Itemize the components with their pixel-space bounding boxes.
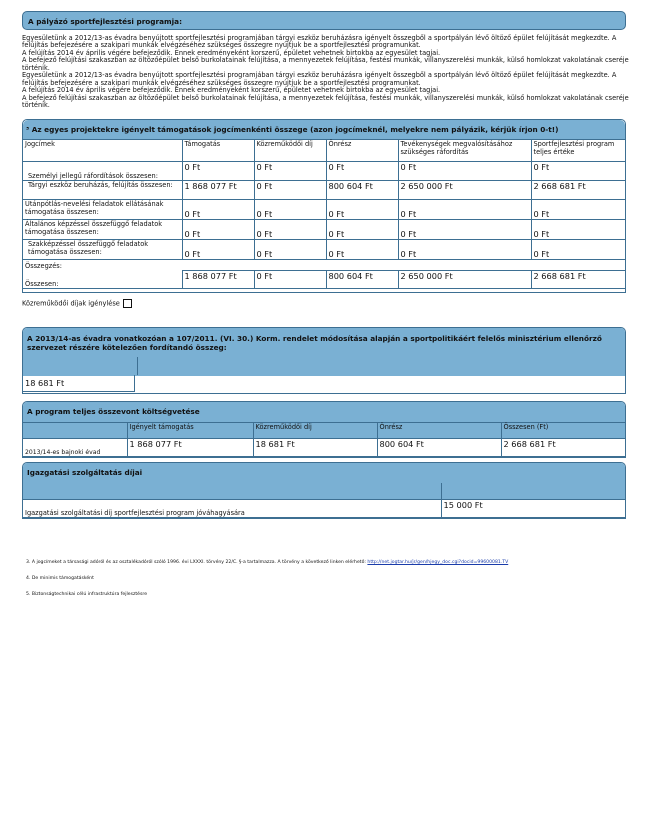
total-amount: 2 668 681 Ft	[531, 271, 625, 289]
row-label: Szakképzéssel összefüggő feladatok támogatása összesen:	[23, 240, 182, 260]
col-header: Önrész	[326, 140, 398, 162]
budget-header	[23, 402, 625, 422]
col-header: Összesen (Ft)	[501, 423, 625, 439]
total-amount: 800 604 Ft	[326, 271, 398, 289]
amount-field[interactable]: 0 Ft	[254, 200, 326, 220]
table-row	[23, 240, 625, 260]
admin-fee-header	[23, 463, 625, 483]
amount-field[interactable]: 0 Ft	[182, 200, 254, 220]
amount-field[interactable]: 0 Ft	[326, 240, 398, 260]
amount-field[interactable]: 2 650 000 Ft	[398, 181, 531, 200]
footnote-3-text: 3. A jogcímeket a társasági adóról és az osztalékadóról szóló 1996. évi LXXXI. törvény 22/C. §-a tartalmazza. A törvény a következő linken elérhető:	[26, 560, 368, 565]
amount-field[interactable]: 0 Ft	[531, 240, 625, 260]
amount-field[interactable]: 0 Ft	[398, 240, 531, 260]
support-table	[23, 139, 625, 289]
table-row	[23, 200, 625, 220]
admin-fee-amount: 15 000 Ft	[441, 499, 625, 517]
amount-field[interactable]: 800 604 Ft	[326, 181, 398, 200]
mandatory-divider	[23, 357, 138, 375]
col-header: Önrész	[377, 423, 501, 439]
total-amount: 0 Ft	[254, 271, 326, 289]
support-table-section	[22, 119, 626, 293]
budget-header-row	[23, 423, 625, 439]
budget-amount: 18 681 Ft	[253, 439, 377, 457]
table-row	[23, 162, 625, 181]
program-section-title: A pályázó sportfejlesztési programja:	[28, 17, 182, 26]
amount-field[interactable]: 0 Ft	[254, 162, 326, 181]
total-amount: 1 868 077 Ft	[182, 271, 254, 289]
program-paragraph: A befejező felújítási szakaszban az öltözőépület belső burkolatainak felújítása, a mennyezetek felújítása, festési munkák, villanyszerelési munkák, külső homlokzat vakolatának cseréje történik.	[22, 93, 629, 110]
footnote-3-link[interactable]: http://net.jogtar.hu/jr/gen/hjegy_doc.cgi?docid=99600081.TV	[367, 560, 509, 565]
fee-request-row	[22, 299, 132, 308]
amount-field[interactable]: 0 Ft	[398, 200, 531, 220]
amount-field[interactable]: 0 Ft	[398, 162, 531, 181]
program-paragraph: A befejező felújítási szakaszban az öltözőépület belső burkolatainak felújítása, a mennyezetek felújítása, festési munkák, villanyszerelési munkák, külső homlokzat vakolatának cseréje történik.	[22, 56, 629, 72]
table-row	[23, 499, 625, 517]
budget-corner	[23, 423, 127, 439]
support-table-header-row	[23, 140, 625, 162]
amount-field[interactable]: 2 668 681 Ft	[531, 181, 625, 200]
footnote-5: 5. Biztonságtechnikai célú infrastruktúra fejlesztésre	[26, 592, 148, 597]
col-header: Közreműködői díj	[254, 140, 326, 162]
footnote-3	[26, 560, 606, 566]
program-paragraph: A felújítás 2014 év április végére befejeződik. Ennek eredményeként korszerű, épületet vehetnek birtokba az egyesület tagjai.	[22, 86, 441, 95]
mandatory-amount-title: A 2013/14-as évadra vonatkozóan a 107/2011. (VI. 30.) Korm. rendelet módosítása alapján a sportpolitikáért felelős minisztérium ellenőrző szervezet részére kötelezően fordítandó összeg:	[27, 334, 602, 352]
amount-field[interactable]: 0 Ft	[182, 162, 254, 181]
table-row	[23, 220, 625, 240]
budget-amount: 800 604 Ft	[377, 439, 501, 457]
col-header: Támogatás	[182, 140, 254, 162]
totals-row	[23, 271, 625, 289]
col-header: Igényelt támogatás	[127, 423, 253, 439]
col-header: Jogcímek	[23, 140, 182, 162]
table-row	[23, 439, 625, 457]
amount-field[interactable]: 0 Ft	[398, 220, 531, 240]
admin-fee-blank	[441, 483, 625, 499]
row-label: Tárgyi eszköz beruházás, felújítás összesen:	[23, 181, 182, 200]
amount-field[interactable]: 0 Ft	[254, 220, 326, 240]
totals-heading: Összegzés:	[23, 260, 625, 271]
row-label: Általános képzéssel összefüggő feladatok támogatása összesen:	[23, 220, 182, 240]
budget-section	[22, 401, 626, 458]
amount-field[interactable]: 0 Ft	[326, 220, 398, 240]
total-amount: 2 650 000 Ft	[398, 271, 531, 289]
admin-fee-blank	[23, 483, 441, 499]
admin-fee-title: Igazgatási szolgáltatás díjai	[27, 468, 143, 477]
program-description	[22, 35, 634, 110]
fee-request-checkbox[interactable]	[123, 299, 132, 308]
program-paragraph: A felújítás 2014 év április végére befejeződik. Ennek eredményeként korszerű, épületet vehetnek birtokba az egyesület tagjai.	[22, 48, 441, 57]
footnotes	[26, 560, 606, 608]
budget-amount: 1 868 077 Ft	[127, 439, 253, 457]
amount-field[interactable]: 0 Ft	[254, 181, 326, 200]
row-label: Személyi jellegű ráfordítások összesen:	[23, 162, 182, 181]
fee-request-label: Közreműködői díjak igénylése	[22, 299, 120, 308]
program-section-header	[22, 11, 626, 30]
support-table-header	[23, 120, 625, 139]
program-paragraph: Egyesületünk a 2012/13-as évadra benyújtott sportfejlesztési programjában tárgyi eszköz beruházásra igényelt összegből a sportpályán lévő öltöző épület felújítását megkezdte. A felújítás befejezésére a szakipari munkák elvégzéséhez szükséges összegre nyújtjuk be a sportfejlesztési programunkat.	[22, 34, 617, 50]
budget-table	[23, 422, 625, 457]
admin-fee-section	[22, 462, 626, 519]
budget-title: A program teljes összevont költségvetése	[27, 407, 200, 416]
table-row	[23, 181, 625, 200]
amount-field[interactable]: 0 Ft	[531, 220, 625, 240]
amount-field[interactable]: 0 Ft	[531, 162, 625, 181]
admin-fee-header-row	[23, 483, 625, 499]
totals-heading-row	[23, 260, 625, 271]
amount-field[interactable]: 0 Ft	[531, 200, 625, 220]
mandatory-amount-field[interactable]: 18 681 Ft	[23, 375, 135, 392]
admin-fee-table	[23, 483, 625, 518]
program-paragraph: Egyesületünk a 2012/13-as évadra benyújtott sportfejlesztési programjában tárgyi eszköz beruházásra igényelt összegből a sportpályán lévő öltöző épület felújítását megkezdte. A felújítás befejezésére a szakipari munkák elvégzéséhez szükséges összegre nyújtjuk be a sportfejlesztési programunkat.	[22, 71, 617, 87]
col-header: Közreműködői díj	[253, 423, 377, 439]
amount-field[interactable]: 1 868 077 Ft	[182, 181, 254, 200]
row-label: Igazgatási szolgáltatási díj sportfejlesztési program jóváhagyására	[23, 499, 441, 517]
totals-label: Összesen:	[23, 271, 182, 289]
budget-amount: 2 668 681 Ft	[501, 439, 625, 457]
mandatory-amount-section	[22, 327, 626, 394]
amount-field[interactable]: 0 Ft	[182, 240, 254, 260]
amount-field[interactable]: 0 Ft	[326, 200, 398, 220]
amount-field[interactable]: 0 Ft	[326, 162, 398, 181]
row-label: 2013/14-es bajnoki évad	[23, 439, 127, 457]
support-table-title: ³ Az egyes projektekre igényelt támogatások jogcímenkénti összege (azon jogcímeknél, melyekre nem pályázik, kérjük írjon 0-t!)	[26, 125, 559, 134]
amount-field[interactable]: 0 Ft	[254, 240, 326, 260]
col-header: Sportfejlesztési program teljes értéke	[531, 140, 625, 162]
row-label: Utánpótlás-nevelési feladatok ellátásának támogatása összesen:	[23, 200, 182, 220]
amount-field[interactable]: 0 Ft	[182, 220, 254, 240]
col-header: Tevékenységek megvalósításához szükséges ráfordítás	[398, 140, 531, 162]
footnote-4: 4. De minimis támogatásként	[26, 576, 94, 581]
